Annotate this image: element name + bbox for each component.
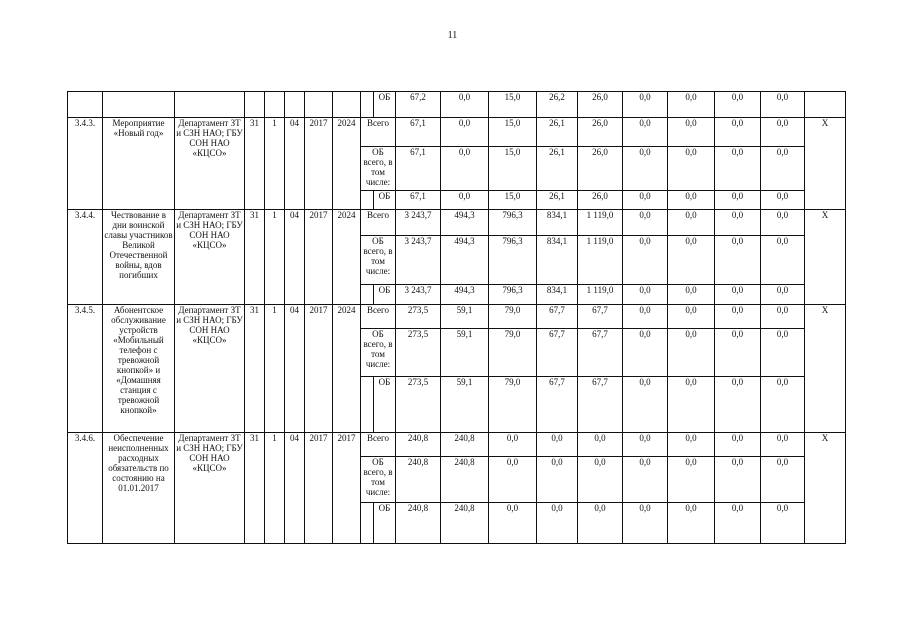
value-cell: 0,0	[489, 433, 537, 457]
value-cell: 0,0	[623, 457, 668, 503]
value-cell: 26,1	[537, 147, 578, 191]
row-label: ОБ	[374, 191, 396, 210]
value-cell: 67,1	[396, 191, 441, 210]
value-cell: 0,0	[623, 503, 668, 544]
value-cell: 3 243,7	[396, 285, 441, 305]
value-cell: 0,0	[623, 433, 668, 457]
mark-cell: X	[805, 433, 846, 544]
value-cell: 0,0	[668, 285, 715, 305]
empty-cell	[103, 92, 175, 118]
value-cell: 796,3	[489, 285, 537, 305]
value-cell: 0,0	[668, 147, 715, 191]
value-cell: 26,1	[537, 191, 578, 210]
value-cell: 0,0	[578, 503, 623, 544]
value-cell: 1 119,0	[578, 210, 623, 236]
value-cell: 0,0	[761, 433, 805, 457]
value-cell: 67,7	[578, 329, 623, 377]
value-cell: 0,0	[715, 191, 761, 210]
value-cell: 26,2	[537, 92, 578, 118]
value-cell: 59,1	[441, 377, 489, 433]
value-cell: 0,0	[715, 503, 761, 544]
value-cell: 0,0	[623, 191, 668, 210]
value-cell: 0,0	[489, 503, 537, 544]
value-cell: 0,0	[668, 457, 715, 503]
value-cell: 0,0	[668, 92, 715, 118]
start-year: 2017	[305, 118, 333, 210]
value-cell: 494,3	[441, 285, 489, 305]
value-cell: 67,7	[578, 377, 623, 433]
value-cell: 0,0	[761, 457, 805, 503]
row-label: ОБ	[374, 92, 396, 118]
table-row	[68, 305, 846, 329]
value-cell: 0,0	[668, 433, 715, 457]
code-cell: 04	[285, 210, 305, 305]
value-cell: 0,0	[761, 236, 805, 285]
value-cell: 15,0	[489, 147, 537, 191]
value-cell: 240,8	[396, 457, 441, 503]
value-cell: 0,0	[623, 210, 668, 236]
value-cell: 0,0	[761, 118, 805, 147]
value-cell: 26,0	[578, 191, 623, 210]
item-name: Мероприятие «Новый год»	[103, 118, 175, 210]
value-cell: 15,0	[489, 191, 537, 210]
value-cell: 0,0	[761, 329, 805, 377]
value-cell: 273,5	[396, 305, 441, 329]
empty-cell	[361, 377, 374, 433]
item-name: Обеспечение неисполненных расходных обязательств по состоянию на 01.01.2017	[103, 433, 175, 544]
value-cell: 0,0	[715, 377, 761, 433]
item-code: 3.4.5.	[68, 305, 103, 433]
value-cell: 26,0	[578, 92, 623, 118]
item-code: 3.4.3.	[68, 118, 103, 210]
value-cell: 0,0	[668, 210, 715, 236]
value-cell: 0,0	[668, 503, 715, 544]
row-label: ОБ всего, в том числе:	[361, 236, 396, 285]
value-cell: 67,1	[396, 147, 441, 191]
row-label: Всего	[361, 305, 396, 329]
mark-cell: X	[805, 305, 846, 433]
empty-cell	[265, 92, 285, 118]
value-cell: 3 243,7	[396, 236, 441, 285]
item-name: Абонентское обслуживание устройств «Мобильный телефон с тревожной кнопкой» и «Домашняя станция с тревожной кнопкой»	[103, 305, 175, 433]
value-cell: 0,0	[761, 285, 805, 305]
value-cell: 0,0	[761, 191, 805, 210]
value-cell: 0,0	[537, 457, 578, 503]
empty-cell	[285, 92, 305, 118]
value-cell: 796,3	[489, 210, 537, 236]
value-cell: 0,0	[578, 433, 623, 457]
value-cell: 0,0	[668, 236, 715, 285]
table-body	[68, 92, 846, 544]
value-cell: 0,0	[668, 377, 715, 433]
value-cell: 0,0	[715, 210, 761, 236]
empty-cell	[68, 92, 103, 118]
value-cell: 0,0	[715, 236, 761, 285]
value-cell: 0,0	[668, 305, 715, 329]
end-year: 2024	[333, 305, 361, 433]
value-cell: 0,0	[668, 329, 715, 377]
row-label: ОБ	[374, 285, 396, 305]
value-cell: 240,8	[396, 503, 441, 544]
value-cell: 0,0	[715, 329, 761, 377]
code-cell: 1	[265, 210, 285, 305]
value-cell: 67,7	[537, 329, 578, 377]
mark-cell: X	[805, 118, 846, 210]
value-cell: 26,0	[578, 147, 623, 191]
value-cell: 0,0	[761, 305, 805, 329]
value-cell: 0,0	[715, 92, 761, 118]
value-cell: 3 243,7	[396, 210, 441, 236]
item-code: 3.4.4.	[68, 210, 103, 305]
value-cell: 0,0	[761, 147, 805, 191]
value-cell: 0,0	[715, 433, 761, 457]
row-label: Всего	[361, 118, 396, 147]
code-cell: 31	[245, 433, 265, 544]
code-cell: 1	[265, 118, 285, 210]
start-year: 2017	[305, 210, 333, 305]
end-year: 2024	[333, 210, 361, 305]
mark-cell: X	[805, 210, 846, 305]
start-year: 2017	[305, 433, 333, 544]
empty-cell	[175, 92, 245, 118]
item-executor: Департамент ЗТ и СЗН НАО; ГБУ СОН НАО «КЦСО»	[175, 118, 245, 210]
value-cell: 59,1	[441, 329, 489, 377]
value-cell: 0,0	[623, 285, 668, 305]
value-cell: 0,0	[715, 118, 761, 147]
value-cell: 67,2	[396, 92, 441, 118]
item-executor: Департамент ЗТ и СЗН НАО; ГБУ СОН НАО «КЦСО»	[175, 305, 245, 433]
value-cell: 240,8	[441, 503, 489, 544]
value-cell: 0,0	[537, 503, 578, 544]
row-label: Всего	[361, 433, 396, 457]
item-executor: Департамент ЗТ и СЗН НАО; ГБУ СОН НАО «КЦСО»	[175, 210, 245, 305]
empty-cell	[361, 92, 374, 118]
value-cell: 494,3	[441, 236, 489, 285]
table-row	[68, 433, 846, 457]
code-cell: 04	[285, 118, 305, 210]
empty-cell	[245, 92, 265, 118]
value-cell: 0,0	[623, 147, 668, 191]
empty-cell	[305, 92, 333, 118]
value-cell: 0,0	[441, 191, 489, 210]
item-executor: Департамент ЗТ и СЗН НАО; ГБУ СОН НАО «КЦСО»	[175, 433, 245, 544]
code-cell: 04	[285, 305, 305, 433]
value-cell: 0,0	[623, 236, 668, 285]
value-cell: 834,1	[537, 236, 578, 285]
value-cell: 0,0	[623, 92, 668, 118]
value-cell: 1 119,0	[578, 285, 623, 305]
row-label: ОБ всего, в том числе:	[361, 147, 396, 191]
value-cell: 494,3	[441, 210, 489, 236]
value-cell: 0,0	[715, 457, 761, 503]
value-cell: 59,1	[441, 305, 489, 329]
value-cell: 0,0	[761, 210, 805, 236]
end-year: 2017	[333, 433, 361, 544]
value-cell: 26,0	[578, 118, 623, 147]
value-cell: 67,7	[578, 305, 623, 329]
value-cell: 0,0	[578, 457, 623, 503]
value-cell: 0,0	[761, 503, 805, 544]
value-cell: 0,0	[623, 305, 668, 329]
code-cell: 1	[265, 305, 285, 433]
value-cell: 15,0	[489, 92, 537, 118]
table-row	[68, 92, 846, 118]
value-cell: 26,1	[537, 118, 578, 147]
value-cell: 240,8	[396, 433, 441, 457]
value-cell: 0,0	[441, 92, 489, 118]
empty-cell	[361, 503, 374, 544]
row-label: Всего	[361, 210, 396, 236]
value-cell: 79,0	[489, 305, 537, 329]
value-cell: 0,0	[668, 191, 715, 210]
value-cell: 0,0	[761, 92, 805, 118]
start-year: 2017	[305, 305, 333, 433]
value-cell: 0,0	[623, 377, 668, 433]
empty-cell	[805, 92, 846, 118]
table-row	[68, 210, 846, 236]
value-cell: 15,0	[489, 118, 537, 147]
value-cell: 79,0	[489, 329, 537, 377]
empty-cell	[333, 92, 361, 118]
value-cell: 0,0	[489, 457, 537, 503]
value-cell: 796,3	[489, 236, 537, 285]
value-cell: 0,0	[441, 147, 489, 191]
value-cell: 834,1	[537, 210, 578, 236]
value-cell: 67,7	[537, 305, 578, 329]
table-row	[68, 118, 846, 147]
code-cell: 31	[245, 118, 265, 210]
value-cell: 67,1	[396, 118, 441, 147]
code-cell: 1	[265, 433, 285, 544]
item-code: 3.4.6.	[68, 433, 103, 544]
page-number: 11	[447, 30, 458, 41]
code-cell: 04	[285, 433, 305, 544]
value-cell: 273,5	[396, 329, 441, 377]
value-cell: 0,0	[761, 377, 805, 433]
value-cell: 0,0	[441, 118, 489, 147]
value-cell: 0,0	[715, 147, 761, 191]
budget-table	[67, 91, 846, 544]
value-cell: 0,0	[537, 433, 578, 457]
value-cell: 67,7	[537, 377, 578, 433]
value-cell: 0,0	[623, 329, 668, 377]
empty-cell	[361, 285, 374, 305]
value-cell: 273,5	[396, 377, 441, 433]
value-cell: 1 119,0	[578, 236, 623, 285]
value-cell: 240,8	[441, 457, 489, 503]
row-label: ОБ	[374, 377, 396, 433]
code-cell: 31	[245, 305, 265, 433]
value-cell: 0,0	[668, 118, 715, 147]
value-cell: 240,8	[441, 433, 489, 457]
value-cell: 834,1	[537, 285, 578, 305]
code-cell: 31	[245, 210, 265, 305]
end-year: 2024	[333, 118, 361, 210]
value-cell: 79,0	[489, 377, 537, 433]
empty-cell	[361, 191, 374, 210]
row-label: ОБ	[374, 503, 396, 544]
value-cell: 0,0	[623, 118, 668, 147]
row-label: ОБ всего, в том числе:	[361, 457, 396, 503]
value-cell: 0,0	[715, 305, 761, 329]
item-name: Чествование в дни воинской славы участников Великой Отечественной войны, вдов погибших	[103, 210, 175, 305]
row-label: ОБ всего, в том числе:	[361, 329, 396, 377]
value-cell: 0,0	[715, 285, 761, 305]
